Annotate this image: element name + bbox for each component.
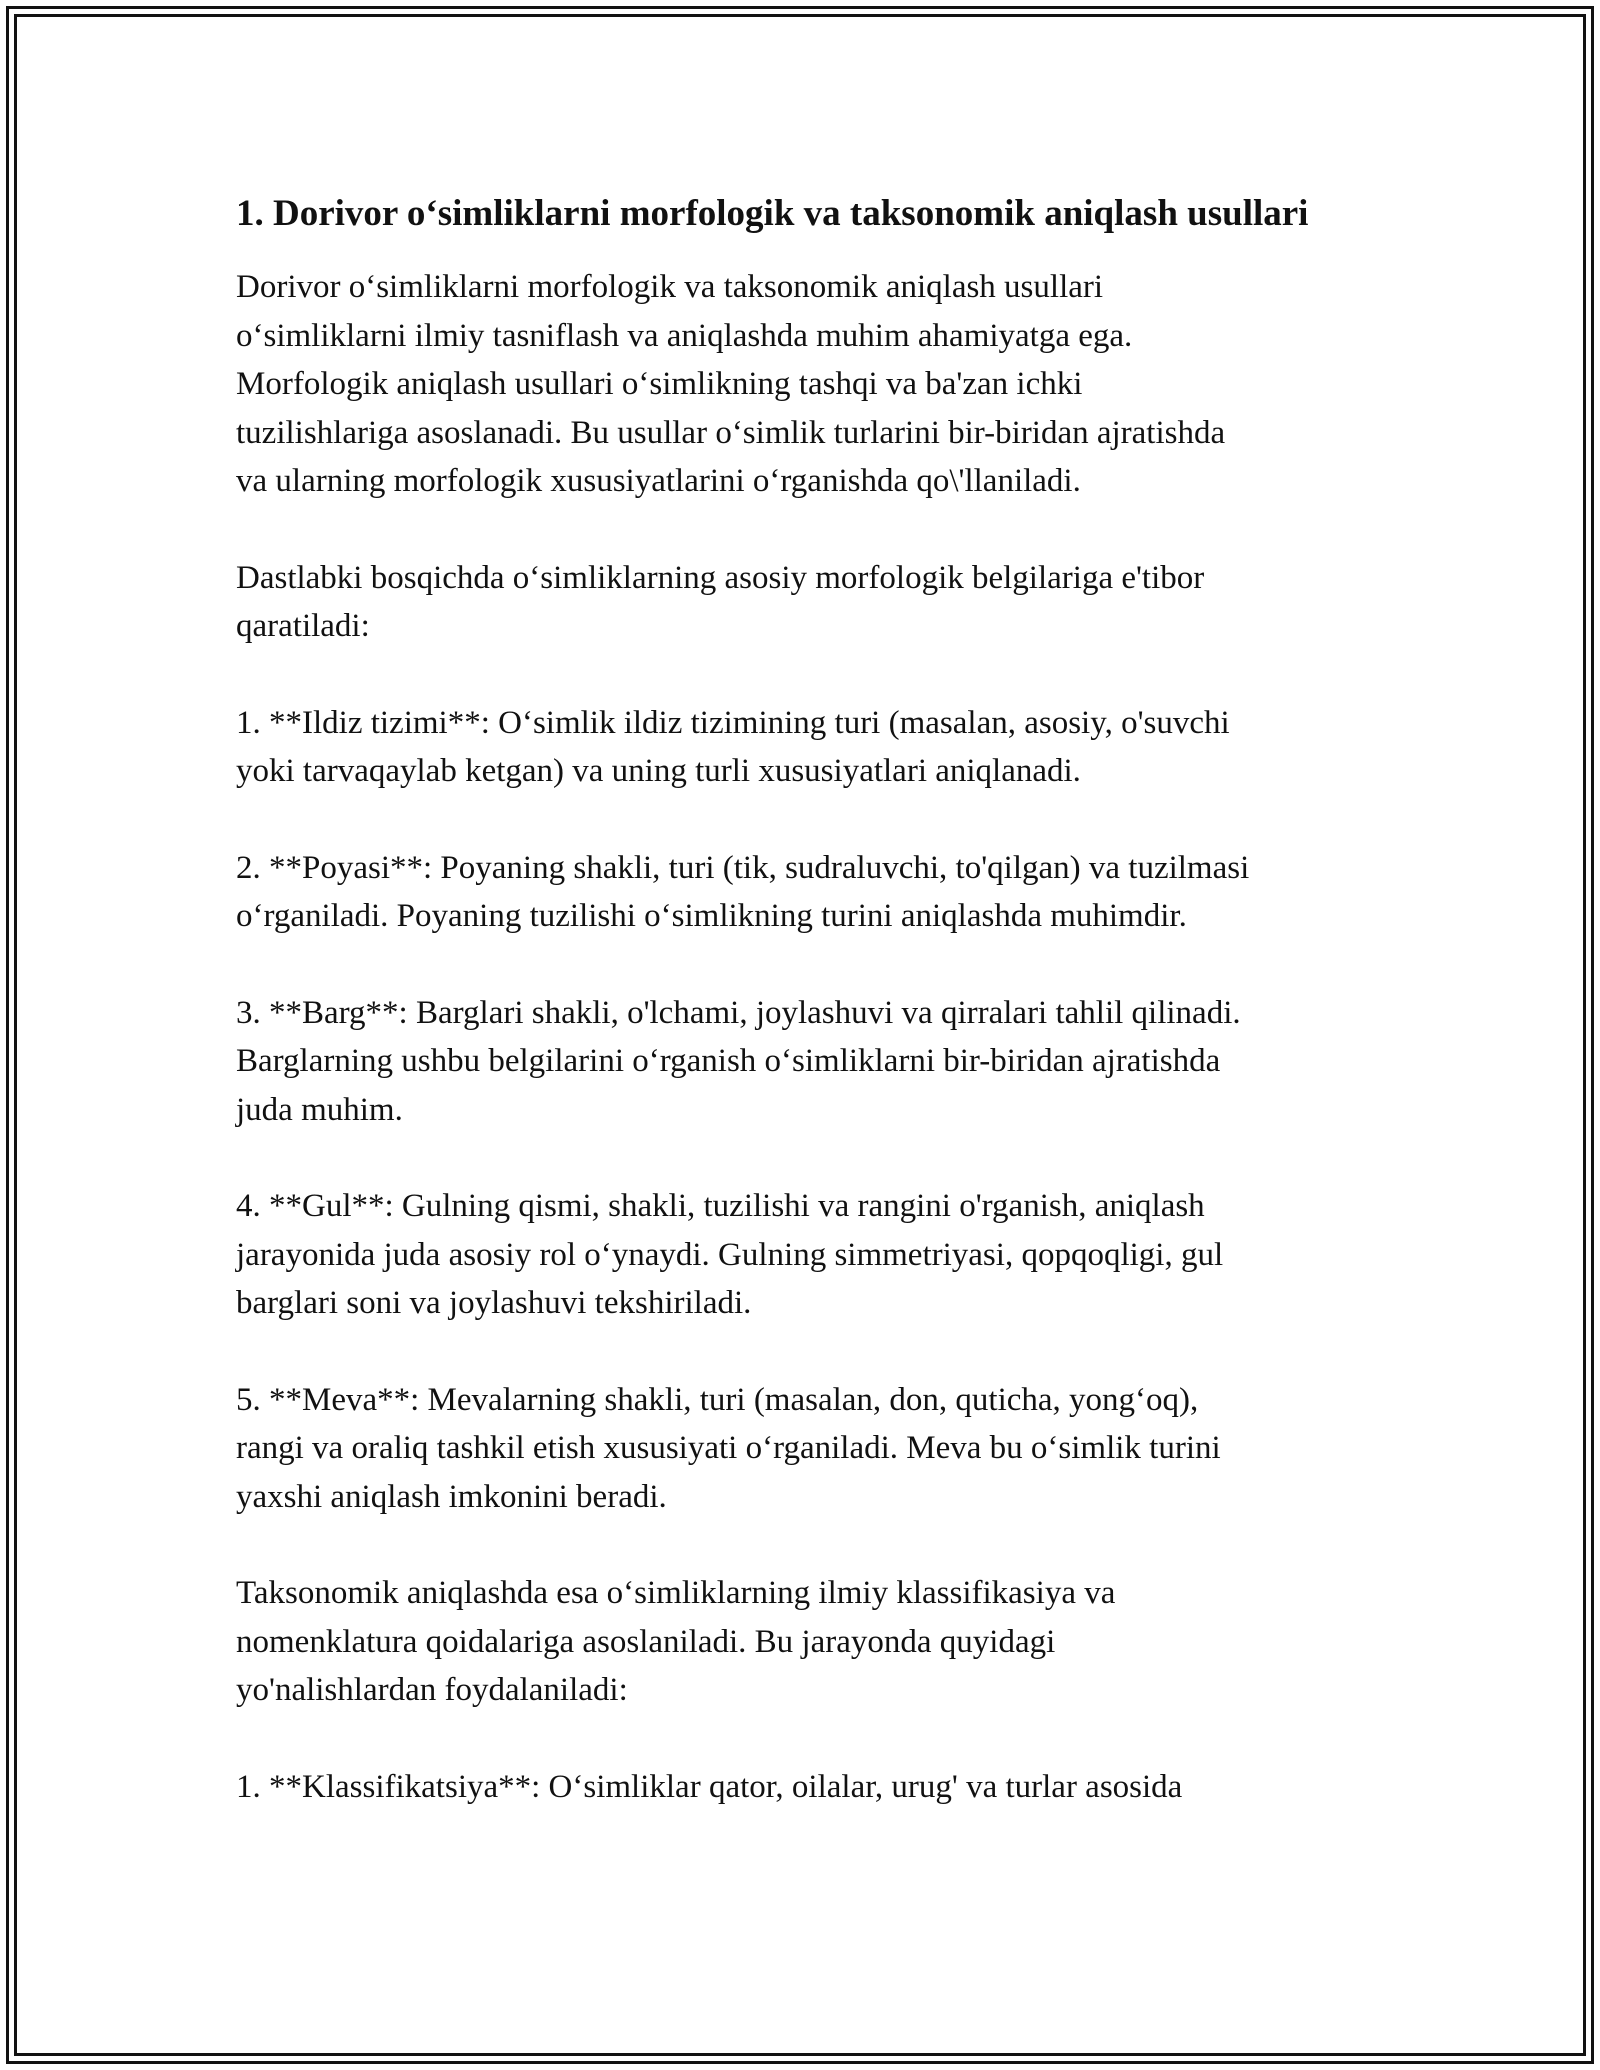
paragraph-list: [236, 263, 1366, 1811]
list-item-classification: 1. **Klassifikatsiya**: O‘simliklar qator, oilalar, urug' va turlar asosida: [236, 1768, 1183, 1805]
list-item-leaf: 3. **Barg**: Barglari shakli, o'lchami, joylashuvi va qirralari tahlil qilinadi. Barglarning ushbu belgilarini o‘rganish o‘simliklarni bir-biridan ajratishda juda muhim.: [236, 994, 1241, 1128]
paragraph-first-stage: Dastlabki bosqichda o‘simliklarning asosiy morfologik belgilariga e'tibor qaratiladi:: [236, 559, 1205, 644]
paragraph-intro: Dorivor o‘simliklarni morfologik va taksonomik aniqlash usullari o‘simliklarni ilmiy tasniflash va aniqlashda muhim ahamiyatga ega. Morfologik aniqlash usullari o‘simlikning tashqi va ba'zan ichki tuzilishlariga asoslanadi. Bu usullar o‘simlik turlarini bir-biridan ajratishda va ularning morfologik xususiyatlarini o‘rganishda qo\'llaniladi.: [236, 269, 1226, 499]
list-item-fruit: 5. **Meva**: Mevalarning shakli, turi (masalan, don, quticha, yong‘oq), rangi va oraliq tashkil etish xususiyati o‘rganiladi. Meva bu o‘simlik turini yaxshi aniqlash imkonini beradi.: [236, 1381, 1221, 1515]
list-item-flower: 4. **Gul**: Gulning qismi, shakli, tuzilishi va rangini o'rganish, aniqlash jarayonida juda asosiy rol o‘ynaydi. Gulning simmetriyasi, qopqoqligi, gul barglari soni va joylashuvi tekshiriladi.: [236, 1188, 1224, 1321]
document-title: 1. Dorivor o‘simliklarni morfologik va taksonomik aniqlash usullari: [236, 193, 1309, 234]
list-item-stem: 2. **Poyasi**: Poyaning shakli, turi (tik, sudraluvchi, to'qilgan) va tuzilmasi o‘rganiladi. Poyaning tuzilishi o‘simlikning turini aniqlashda muhimdir.: [236, 849, 1250, 934]
paragraph-taxonomic: Taksonomik aniqlashda esa o‘simliklarning ilmiy klassifikasiya va nomenklatura qoidalariga asoslaniladi. Bu jarayonda quyidagi yo'nalishlardan foydalaniladi:: [236, 1575, 1116, 1708]
list-item-root-system: 1. **Ildiz tizimi**: O‘simlik ildiz tizimining turi (masalan, asosiy, o'suvchi yoki tarvaqaylab ketgan) va uning turli xususiyatlari aniqlanadi.: [236, 704, 1230, 789]
document-body: [236, 186, 1366, 1859]
